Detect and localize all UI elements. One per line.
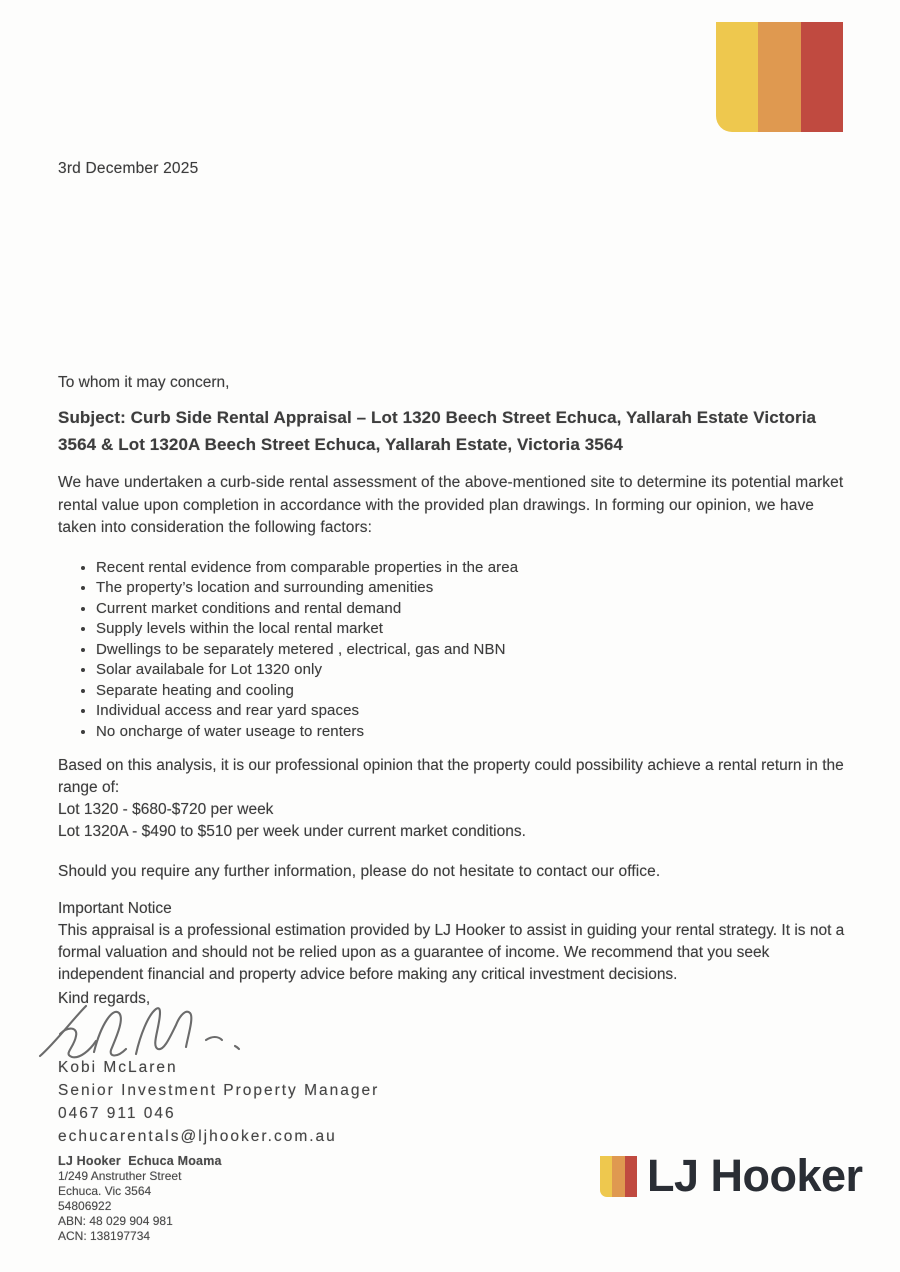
logo-stripe-orange <box>758 22 800 132</box>
sign-off: Kind regards, <box>58 989 151 1007</box>
rental-range-lot-1320a: Lot 1320A - $490 to $510 per week under current market conditions. <box>58 823 526 840</box>
factor-item: • Current market conditions and rental demand <box>96 599 845 620</box>
factor-item: • Dwellings to be separately metered , electrical, gas and NBN <box>96 640 845 661</box>
logo-stripe-red <box>625 1156 637 1197</box>
office-address-line-1: 1/249 Anstruther Street <box>58 1168 182 1183</box>
salutation: To whom it may concern, <box>58 374 230 391</box>
factors-list <box>58 558 845 743</box>
sender-block <box>58 1056 845 1148</box>
sender-phone: 0467 911 046 <box>58 1104 176 1122</box>
ljhooker-logo-footer <box>600 1150 863 1202</box>
rental-range-lot-1320: Lot 1320 - $680-$720 per week <box>58 801 274 818</box>
closing-paragraph: Should you require any further information, please do not hesitate to contact our office. <box>58 863 661 880</box>
sender-name: Kobi McLaren <box>58 1058 178 1076</box>
ljhooker-wordmark: LJ Hooker <box>647 1150 863 1201</box>
notice-heading: Important Notice <box>58 899 172 917</box>
factor-item: • No oncharge of water useage to renters <box>96 722 845 743</box>
office-acn: ACN: 138197734 <box>58 1228 151 1243</box>
analysis-paragraph: Based on this analysis, it is our professional opinion that the property could possibility achieve a rental return in the range of: <box>58 757 844 796</box>
intro-paragraph: We have undertaken a curb-side rental assessment of the above-mentioned site to determine its potential market rental value upon completion in accordance with the provided plan drawings. In forming our opinion, we have taken into consideration the following factors: <box>58 474 844 536</box>
ljhooker-logo-mark-footer <box>600 1156 637 1197</box>
sender-title: Senior Investment Property Manager <box>58 1081 380 1099</box>
sender-email: echucarentals@ljhooker.com.au <box>58 1127 337 1145</box>
logo-stripe-yellow <box>600 1156 612 1197</box>
logo-stripe-red <box>801 22 843 132</box>
notice-paragraph: This appraisal is a professional estimation provided by LJ Hooker to assist in guiding your rental strategy. It is not a formal valuation and should not be relied upon as a guarantee of income. We recommend that you seek independent financial and property advice before making any critical investment decisions. <box>58 921 845 983</box>
logo-stripe-yellow <box>716 22 758 132</box>
office-address-line-2: Echuca. Vic 3564 <box>58 1183 152 1198</box>
subject-line: Subject: Curb Side Rental Appraisal – Lot 1320 Beech Street Echuca, Yallarah Estate Victoria 3564 & Lot 1320A Beech Street Echuca, Yallarah Estate, Victoria 3564 <box>58 408 817 454</box>
office-abn: ABN: 48 029 904 981 <box>58 1213 173 1228</box>
factor-item: • Separate heating and cooling <box>96 681 845 702</box>
factor-item: • The property’s location and surrounding amenities <box>96 578 845 599</box>
office-name: LJ Hooker Echuca Moama <box>58 1153 222 1168</box>
ljhooker-logo-mark-top <box>716 22 843 132</box>
handwritten-signature <box>38 1002 845 1060</box>
letter-date: 3rd December 2025 <box>58 160 199 177</box>
factor-item: • Recent rental evidence from comparable properties in the area <box>96 558 845 579</box>
factor-item: • Individual access and rear yard spaces <box>96 701 845 722</box>
analysis-block <box>58 755 845 843</box>
office-phone: 54806922 <box>58 1198 112 1213</box>
factor-item: • Supply levels within the local rental market <box>96 619 845 640</box>
logo-stripe-orange <box>612 1156 624 1197</box>
factor-item: • Solar availabale for Lot 1320 only <box>96 660 845 681</box>
